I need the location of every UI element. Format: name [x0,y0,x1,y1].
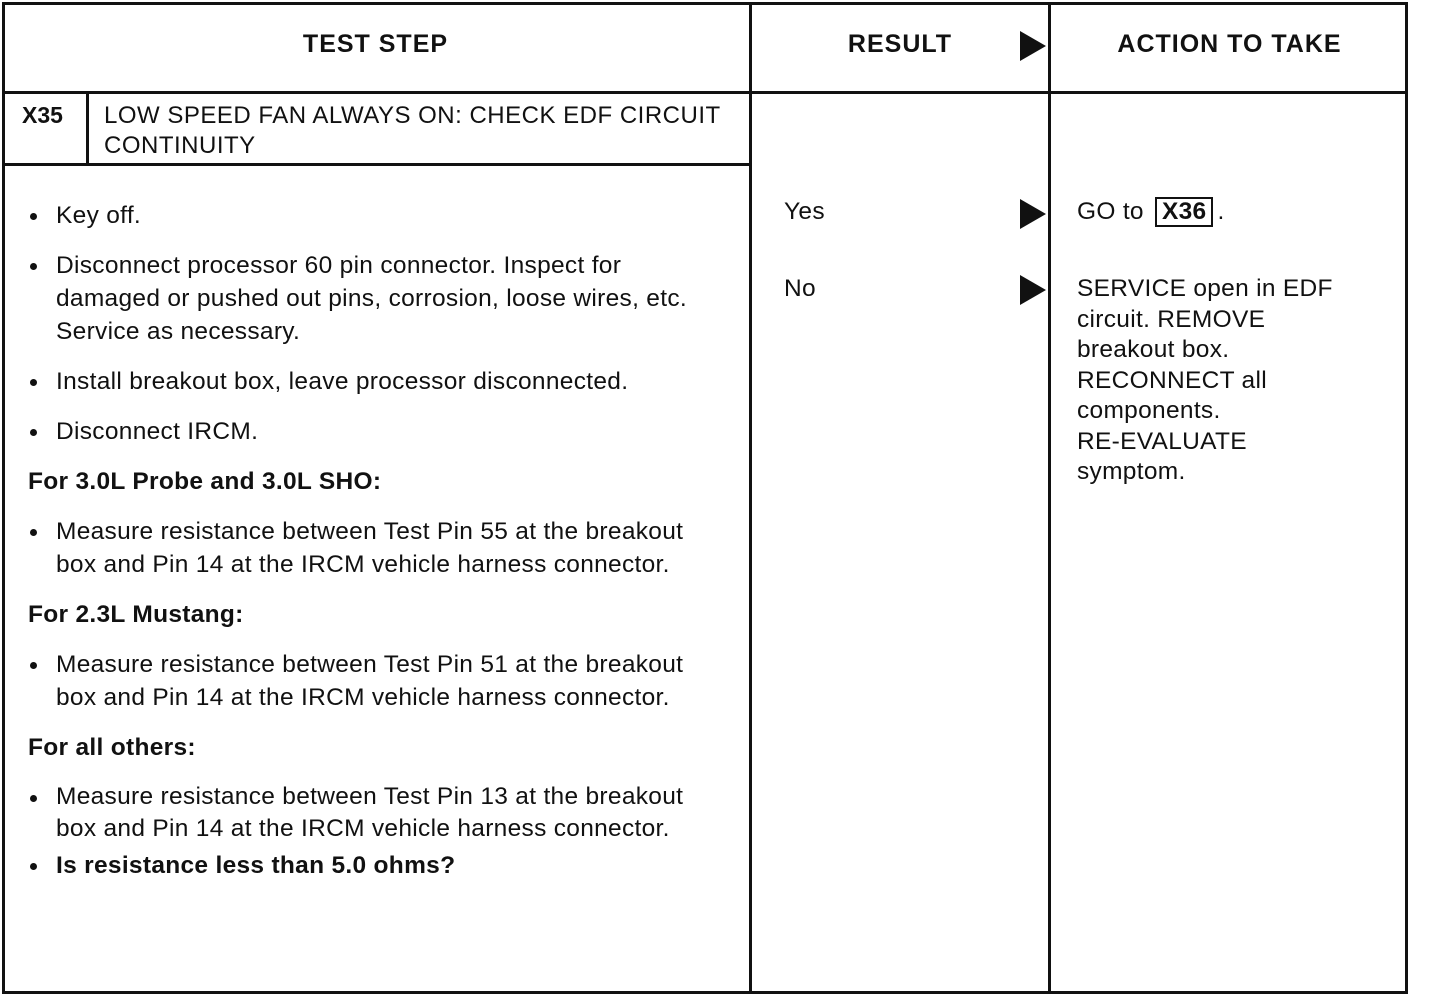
test-step-instructions [28,199,748,899]
vehicle-subheading: For 2.3L Mustang: [28,601,244,628]
result-no: No [784,275,816,302]
no-arrow-icon [1020,275,1046,305]
action-no-line: RE-EVALUATE [1077,427,1247,455]
step-title: LOW SPEED FAN ALWAYS ON: CHECK EDF CIRCUIT CONTINUITY [104,102,721,159]
vehicle-subheading: For 3.0L Probe and 3.0L SHO: [28,468,382,495]
action-no-line: breakout box. [1077,336,1230,363]
instruction-item: Install breakout box, leave processor disconnected. [28,365,748,398]
result-yes: Yes [784,198,825,225]
result-arrow-icon [1020,31,1046,61]
header-action-to-take: ACTION TO TAKE [1117,30,1342,58]
action-no-line: SERVICE open in EDF [1077,275,1333,302]
action-yes-prefix: GO to [1077,198,1144,225]
instruction-item: Measure resistance between Test Pin 51 at the breakout box and Pin 14 at the IRCM vehicle harness connector. [28,648,696,714]
action-no-line: circuit. REMOVE [1077,305,1266,333]
action-no-line: symptom. [1077,458,1186,485]
instruction-item: Disconnect IRCM. [28,415,748,448]
yes-arrow-icon [1020,199,1046,229]
action-no-line: RECONNECT all [1077,366,1267,394]
instruction-question: Is resistance less than 5.0 ohms? [28,849,748,882]
divider-action [1048,2,1051,994]
vehicle-subheading: For all others: [28,734,196,761]
step-title-bottom-rule [2,163,751,166]
instruction-item: Disconnect processor 60 pin connector. Inspect for damaged or pushed out pins, corrosion, loose wires, etc. Service as necessary. [28,249,716,348]
action-no [1077,274,1333,488]
header-test-step: TEST STEP [302,30,449,58]
header-bottom-rule [2,91,1408,94]
divider-result [749,2,752,994]
step-id-divider [86,91,89,165]
step-id: X35 [22,102,63,128]
instruction-item: Key off. [28,199,748,232]
step-reference-x36: X36 [1155,197,1214,227]
instruction-item: Measure resistance between Test Pin 55 at the breakout box and Pin 14 at the IRCM vehicle harness connector. [28,515,696,581]
action-yes-suffix: . [1217,198,1225,225]
action-yes [1077,197,1225,228]
header-result: RESULT [847,30,953,58]
instruction-item: Measure resistance between Test Pin 13 at the breakout box and Pin 14 at the IRCM vehicle harness connector. [28,781,696,845]
action-no-line: components. [1077,397,1221,424]
